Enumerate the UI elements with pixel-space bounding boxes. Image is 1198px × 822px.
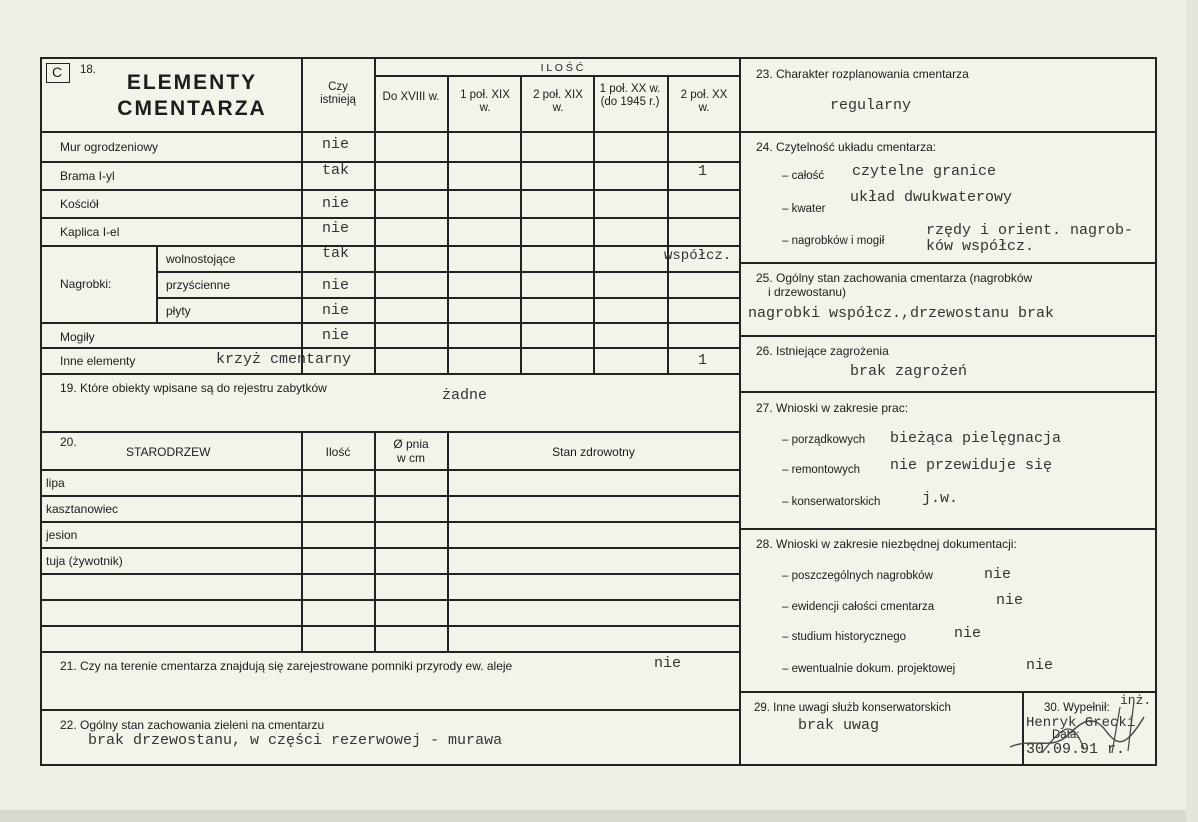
divider-main	[739, 59, 741, 766]
grid-line	[42, 131, 739, 133]
grid-line	[447, 433, 449, 651]
section-20-title: STARODRZEW	[126, 445, 211, 459]
row-exists-value: tak	[322, 162, 350, 179]
scan-right-edge	[1186, 0, 1198, 822]
grid-line	[42, 431, 739, 433]
section-18-title-line1: ELEMENTY	[126, 71, 258, 94]
row-exists-value: tak	[322, 245, 350, 262]
section-19-label: 19. Które obiekty wpisane są do rejestru zabytków	[60, 381, 327, 395]
grid-line	[42, 373, 739, 375]
corner-letter: C	[52, 64, 63, 80]
row-exists-value: nie	[322, 195, 350, 212]
grid-line	[42, 495, 739, 497]
section-24-kwater-label: – kwater	[782, 203, 826, 215]
grid-line	[741, 528, 1157, 530]
col-exists-header: Czy istnieją	[320, 81, 356, 106]
section-28-item-label: – poszczególnych nagrobków	[782, 570, 933, 582]
section-18-title-line2: CMENTARZA	[117, 97, 267, 120]
grid-line	[42, 547, 739, 549]
section-21-label: 21. Czy na terenie cmentarza znajdują się zarejestrowane pomniki przyrody ew. aleje	[60, 659, 513, 673]
section-26-label: 26. Istniejące zagrożenia	[756, 344, 889, 358]
section-30-date-value: 30.09.91 r.	[1026, 741, 1126, 758]
col-stan-header: Stan zdrowotny	[552, 445, 635, 459]
row-exists-value: nie	[322, 302, 350, 319]
row-period5-value: współcz.	[664, 248, 732, 264]
grid-line	[156, 245, 158, 322]
row-exists-value: nie	[322, 136, 350, 153]
grid-line	[593, 75, 595, 373]
scan-bottom-edge	[0, 810, 1198, 822]
section-28-item-value: nie	[984, 566, 1012, 583]
grid-line	[42, 709, 739, 711]
grid-line	[156, 271, 739, 273]
nagrobki-label: Nagrobki:	[60, 277, 112, 291]
section-23-label: 23. Charakter rozplanowania cmentarza	[756, 67, 969, 81]
grid-line	[374, 433, 376, 651]
period-header-4: 1 poł. XX w. (do 1945 r.)	[599, 83, 661, 108]
grid-line	[520, 75, 522, 373]
tree-row-label: jesion	[46, 528, 78, 542]
grid-line	[301, 59, 303, 373]
grid-line	[156, 297, 739, 299]
grid-line	[42, 217, 739, 219]
row-label: Mogiły	[60, 330, 95, 344]
row-period5-value: 1	[698, 163, 708, 180]
period-header-2: 1 poł. XIX w.	[460, 89, 510, 114]
grid-line	[42, 599, 739, 601]
grid-line	[741, 335, 1157, 337]
signature-scribble	[1002, 687, 1152, 757]
period-header-3: 2 poł. XIX w.	[533, 89, 583, 114]
section-30-name: Henryk Grecki	[1026, 715, 1136, 731]
row-label: Mur ogrodzeniowy	[60, 140, 159, 154]
row-label: wolnostojące	[166, 252, 236, 266]
col-pnia-header-line1: Ø pnia	[393, 437, 429, 451]
row-exists-value: nie	[322, 327, 350, 344]
grid-line	[42, 521, 739, 523]
section-24-kwater-value: układ dwukwaterowy	[850, 189, 1013, 206]
section-27-remontowych-label: – remontowych	[782, 464, 860, 476]
col-ilosc-header-20: Ilość	[325, 445, 351, 459]
grid-line	[42, 573, 739, 575]
section-18-number: 18.	[80, 64, 96, 76]
grid-line	[42, 651, 739, 653]
section-24-calosc-value: czytelne granice	[852, 163, 997, 180]
section-30-label: 30. Wypełnił:	[1044, 702, 1110, 714]
section-29-value: brak uwag	[798, 717, 880, 734]
grid-line	[42, 322, 739, 324]
section-19-value: żadne	[442, 387, 488, 404]
tree-row-label: tuja (żywotnik)	[46, 554, 123, 568]
grid-line	[42, 161, 739, 163]
row-exists-value: nie	[322, 220, 350, 237]
period-header-1: Do XVIII w.	[382, 91, 440, 103]
section-28-item-value: nie	[1026, 657, 1054, 674]
section-28-item-value: nie	[996, 592, 1024, 609]
section-29-label: 29. Inne uwagi służb konserwatorskich	[754, 702, 951, 714]
section-27-konserwatorskich-label: – konserwatorskich	[782, 496, 881, 508]
grid-line	[42, 469, 739, 471]
section-27-konserwatorskich-value: j.w.	[922, 490, 959, 507]
row-label: Kaplica I-el	[60, 225, 120, 239]
section-28-item-label: – ewentualnie dokum. projektowej	[782, 663, 956, 675]
section-27-porzadkowych-value: bieżąca pielęgnacja	[890, 430, 1062, 447]
grid-line	[667, 75, 669, 373]
section-24-nagrobkow-label: – nagrobków i mogił	[782, 235, 885, 247]
period-header-5: 2 poł. XX w.	[680, 89, 728, 114]
row-label: płyty	[166, 304, 191, 318]
grid-line	[42, 245, 739, 247]
row-exists-value: nie	[322, 277, 350, 294]
row-label: Inne elementy	[60, 354, 136, 368]
grid-line	[447, 75, 449, 373]
grid-line	[42, 347, 739, 349]
section-27-porzadkowych-label: – porządkowych	[782, 434, 866, 446]
section-27-remontowych-value: nie przewiduje się	[890, 457, 1053, 474]
section-25-label-1: 25. Ogólny stan zachowania cmentarza (nagrobków	[756, 271, 1033, 285]
section-23-value: regularny	[830, 97, 912, 114]
section-27-label: 27. Wnioski w zakresie prac:	[756, 401, 909, 415]
section-24-calosc-label: – całość	[782, 170, 825, 182]
section-22-value: brak drzewostanu, w części rezerwowej - murawa	[88, 732, 503, 749]
col-pnia-header-line2: w cm	[397, 451, 425, 465]
section-28-label: 28. Wnioski w zakresie niezbędnej dokumentacji:	[756, 537, 1017, 551]
section-24-nagrobkow-value-1: rzędy i orient. nagrob-	[926, 222, 1134, 239]
section-28-item-label: – studium historycznego	[782, 631, 907, 643]
section-20-number: 20.	[60, 435, 77, 449]
grid-line	[741, 262, 1157, 264]
section-26-value: brak zagrożeń	[850, 363, 968, 380]
section-21-value: nie	[654, 655, 682, 672]
grid-line	[42, 625, 739, 627]
section-25-label-2: i drzewostanu)	[768, 285, 847, 299]
section-28-item-label: – ewidencji całości cmentarza	[782, 601, 935, 613]
grid-line	[374, 59, 376, 373]
section-25-value: nagrobki współcz.,drzewostanu brak	[748, 305, 1055, 322]
grid-line	[374, 75, 739, 77]
section-24-label: 24. Czytelność układu cmentarza:	[756, 140, 937, 154]
grid-line	[42, 189, 739, 191]
row-exists-value: krzyż cmentarny	[216, 351, 352, 368]
section-24-nagrobkow-value-2: ków współcz.	[926, 238, 1035, 255]
section-28-item-value: nie	[954, 625, 982, 642]
tree-row-label: kasztanowiec	[46, 502, 119, 516]
grid-line	[741, 391, 1157, 393]
row-label: Brama I-yl	[60, 169, 115, 183]
grid-line	[741, 131, 1157, 133]
grid-line	[301, 433, 303, 651]
section-30-title-suffix: inż.	[1120, 693, 1152, 708]
row-label: Kościół	[60, 197, 99, 211]
col-ilosc-header: I L O Ś Ć	[540, 62, 584, 74]
row-label: przyścienne	[166, 278, 231, 292]
section-22-label: 22. Ogólny stan zachowania zieleni na cmentarzu	[60, 718, 325, 732]
section-30-date-label: Data:	[1052, 729, 1080, 741]
tree-row-label: lipa	[46, 476, 65, 490]
cemetery-card-form	[40, 57, 1157, 766]
row-period5-value: 1	[698, 352, 708, 369]
